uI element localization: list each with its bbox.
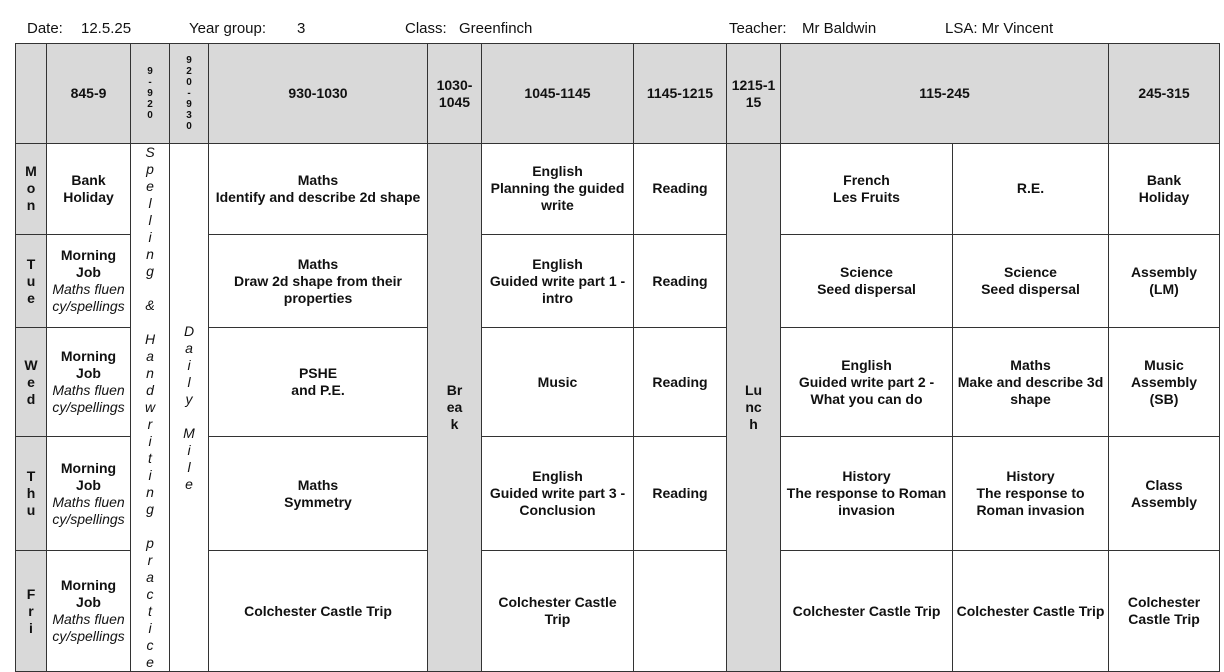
lesson-cell: Colchester Castle Trip: [781, 551, 953, 672]
year-group-label: Year group:: [189, 20, 267, 37]
break-column: Br ea k: [428, 144, 482, 672]
class-value: Greenfinch: [459, 20, 533, 37]
lesson-cell: [47, 328, 131, 437]
lesson-cell: Colchester Castle Trip: [482, 551, 634, 672]
teacher-value: Mr Baldwin: [802, 20, 877, 37]
date-label: Date:: [27, 20, 63, 37]
time-slot: 1030- 1045: [428, 44, 482, 144]
morning-job-detail: Maths fluency/spellings: [52, 382, 125, 416]
lesson-cell: History The response to Roman invasion: [781, 437, 953, 551]
lesson-cell: [47, 234, 131, 327]
day-label: M o n: [16, 144, 47, 235]
morning-job-detail: Maths fluency/spellings: [52, 281, 125, 315]
lesson-cell: Science Seed dispersal: [781, 234, 953, 327]
lesson-cell: Maths Draw 2d shape from their properties: [209, 234, 428, 327]
lesson-cell: Colchester Castle Trip: [953, 551, 1109, 672]
class-label: Class:: [405, 20, 447, 37]
lesson-cell: Maths Identify and describe 2d shape: [209, 144, 428, 235]
lesson-cell: [47, 551, 131, 672]
lesson-cell: Class Assembly: [1109, 437, 1220, 551]
timetable-header: [27, 20, 1207, 42]
lesson-cell: English Guided write part 2 - What you can do: [781, 328, 953, 437]
lesson-cell: Reading: [634, 437, 727, 551]
time-slot: 1045-1145: [482, 44, 634, 144]
timetable: [15, 43, 1220, 672]
lesson-cell: Maths Symmetry: [209, 437, 428, 551]
lesson-cell: R.E.: [953, 144, 1109, 235]
lesson-cell: Music: [482, 328, 634, 437]
lesson-cell: Reading: [634, 144, 727, 235]
day-label: T h u: [16, 437, 47, 551]
spelling-handwriting-column: S p e l l i n g & H a n d w r i t i n g p r a c t i c e: [131, 144, 170, 672]
morning-job-title: Morning Job: [60, 577, 117, 611]
lunch-column: Lu nc h: [727, 144, 781, 672]
time-slot: 845-9: [47, 44, 131, 144]
lesson-cell: PSHE and P.E.: [209, 328, 428, 437]
lesson-cell: History The response to Roman invasion: [953, 437, 1109, 551]
time-slot: 1145-1215: [634, 44, 727, 144]
lesson-cell: French Les Fruits: [781, 144, 953, 235]
morning-job-detail: Maths fluency/spellings: [52, 611, 125, 645]
time-slot: 9 2 0 - 9 3 0: [170, 44, 209, 144]
lesson-cell: [47, 437, 131, 551]
lesson-cell: English Guided write part 3 - Conclusion: [482, 437, 634, 551]
time-slot: 115-245: [781, 44, 1109, 144]
lesson-cell: Music Assembly (SB): [1109, 328, 1220, 437]
lesson-cell: Colchester Castle Trip: [1109, 551, 1220, 672]
time-slot: 1215-1 15: [727, 44, 781, 144]
daily-mile-column: D a i l y M i l e: [170, 144, 209, 672]
teacher-label: Teacher:: [729, 20, 787, 37]
lesson-cell: English Guided write part 1 - intro: [482, 234, 634, 327]
corner-cell: [16, 44, 47, 144]
lesson-cell: [634, 551, 727, 672]
time-slot: 930-1030: [209, 44, 428, 144]
lsa-value: LSA: Mr Vincent: [945, 20, 1054, 37]
lesson-cell: Reading: [634, 234, 727, 327]
lesson-cell: Bank Holiday: [47, 144, 131, 235]
day-row-monday: [16, 144, 1220, 235]
lesson-cell: English Planning the guided write: [482, 144, 634, 235]
time-slot: 245-315: [1109, 44, 1220, 144]
day-label: T u e: [16, 234, 47, 327]
lesson-cell: Assembly (LM): [1109, 234, 1220, 327]
date-value: 12.5.25: [81, 20, 132, 37]
lesson-cell: Reading: [634, 328, 727, 437]
lesson-cell: Colchester Castle Trip: [209, 551, 428, 672]
morning-job-title: Morning Job: [60, 459, 117, 493]
morning-job-title: Morning Job: [60, 348, 117, 382]
lesson-cell: Maths Make and describe 3d shape: [953, 328, 1109, 437]
lesson-cell: Bank Holiday: [1109, 144, 1220, 235]
time-slot: 9 - 9 2 0: [131, 44, 170, 144]
day-label: F r i: [16, 551, 47, 672]
year-group-value: 3: [297, 20, 306, 37]
morning-job-detail: Maths fluency/spellings: [52, 493, 125, 527]
time-header-row: [16, 44, 1220, 144]
morning-job-title: Morning Job: [60, 247, 117, 281]
lesson-cell: Science Seed dispersal: [953, 234, 1109, 327]
day-label: W e d: [16, 328, 47, 437]
